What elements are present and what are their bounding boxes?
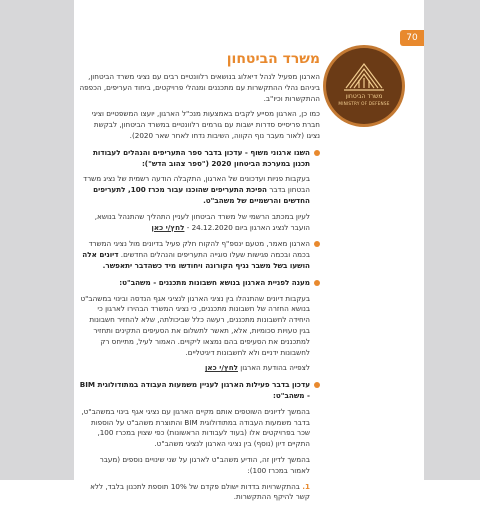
- item-mid: [78, 239, 320, 271]
- bullet-icon: [314, 280, 320, 286]
- logo-english: MINISTRY OF DEFENSE: [338, 101, 390, 106]
- bullet-icon: [314, 382, 320, 388]
- item-bim: [78, 380, 320, 503]
- article: [78, 50, 320, 508]
- ministry-logo: [326, 48, 402, 124]
- bullet-icon: [314, 150, 320, 156]
- item3-body-1: בהמשך לדיונים השוטפים אותם מקיים הארגון עם נציגי אגף בינוי במשהב"ט, בדבר משמעות העבודה במתודולוגית BIM והתוצרת משהב"ט על הוספות שכר בפרויקטים אלו (בעוד לעבודות הראשונות) כפי שצוין במכרז 100, התקיים דיון (נוסף) בין נציגי הארגון לנציגי משהב"ט.: [81, 406, 310, 449]
- item2-body: בעקבות דיונים שהתנהלו בין נציגי הארגון לנציגי אגף הנדסה ובינוי במשהב"ט בנושא החזרה של חשבונות מתכננים, כי נציגי המשרד הבהירו לארגון כי היחידה לחשבונות מתכננים, רעשה כלל שביכולתה, שלא להחזיר חשבונות בגין טעויות סכומיות, אלא, תאשר לתשלום את הסעיפים התקינים ותחזיר למתכננים את הסעיפים בהם נמצאו ליקויים. האמור לעיל, מתייחס רק לחשבונות ידניים ולא לחשבונות דיגיטליים.: [80, 293, 310, 357]
- mid-bold: דיונים אלה הושעו בשל משבר נגיף הקורונה ויחודשו מיד כשהדבר יתאפשר.: [82, 250, 310, 270]
- item1-link[interactable]: לחץ/י כאן: [151, 222, 185, 232]
- item3-body-2: בהמשך לדיון זה, הודיע משהב"ט לארגון על שני שינויים נוספים (מעבר לאמור במכרז 100):: [99, 454, 310, 475]
- item-accounts: [78, 278, 320, 374]
- right-sidebar: [424, 0, 480, 480]
- item2-link-line: [78, 363, 310, 374]
- intro-paragraph-1: הארגון מפעיל לנהל דיאלוג בנושאים רלוונטיים רבים עם נציגי משרד הביטחון, ביניהם נהלי ההתקשרות עם מתכננים ומנהלי פרויקטים, ביחוד העריפים, הכפפה ההתקשרות וכיו"ב.: [79, 72, 320, 103]
- item1-text-2: לעיון במכתב הרשמי של משרד הביטחון לעניין התהליך שהתנהל בנושא, הועבר לנציג הארגון ביום 24.12.2020 -: [94, 211, 310, 232]
- item2-link-pre: לצפייה בהודעת הארגון: [238, 363, 310, 373]
- item2-title: מענה לפניית הארגון בנושא חשבונות מתכננים - משהב"ט:: [119, 277, 310, 287]
- item3-point-text: בהתקשרויות בדדות ישולם פקדם של 10% תוספת לתכנון בלבד, ללא קשר להיקף ההתקשרות.: [90, 481, 310, 502]
- item1-title: השגו ארגוני משוף - עדכון בדבר ספר התעריפים והנהלים לעבודות תכנון במערכת הביטחון 2020 ("ספר צהוב הדש"):: [92, 147, 310, 168]
- item-budget-book: [78, 148, 320, 234]
- mid-text: הארגון מאמר, מטעם ינספ"ף להקוח חלק פעיל בדיונים מול נציגי המשרד בכמה ובכמה פגישות שעלו סוגייה התעריפים והנהלים החדשים.: [88, 239, 310, 260]
- bullet-icon: [314, 241, 320, 247]
- item3-point-number: 1.: [302, 481, 310, 491]
- page-number-badge: 70: [400, 30, 424, 46]
- item1-bold: הפיכת התעריפים שהוכנו עבור מכרז 100, לתעריפים החדשים והרשמיים של משהב"ט.: [93, 185, 310, 205]
- item1-text: בעקבות פניות ועדכונים של הארגון, התקבלה הודעה רשמית של נציג משרד הבטחון בדבר: [83, 174, 310, 195]
- left-margin: [0, 0, 74, 480]
- item3-point: [78, 482, 310, 504]
- intro-paragraph-2: כמו כן, הארגון מסייע לקבים באמצעות מנכ"ל הארגון, יועצו המשפטיים וציגי חברת פריסייס סדרות ישבות עם גורמים רלוונטיים במשרד הביטחון, לבקשת נציגו (לאור מעבר נוף הקווה, השיבות נדחו לאחר שאר 2020).: [91, 109, 320, 140]
- ministry-emblem-icon: [326, 48, 402, 124]
- item3-title: עדכון בדבר פעילות הארגון לעניין משמעות העבודה במתודולוגית BIM - משהב"ט:: [79, 380, 310, 400]
- page-title: משרד הביטחון: [226, 51, 320, 67]
- item1-paragraph-2: [78, 212, 310, 234]
- item1-paragraph-1: [78, 174, 310, 206]
- logo-hebrew: משרד הביטחון: [345, 93, 383, 100]
- mid-paragraph: [78, 239, 310, 271]
- item2-link[interactable]: לחץ/י כאן: [204, 363, 238, 373]
